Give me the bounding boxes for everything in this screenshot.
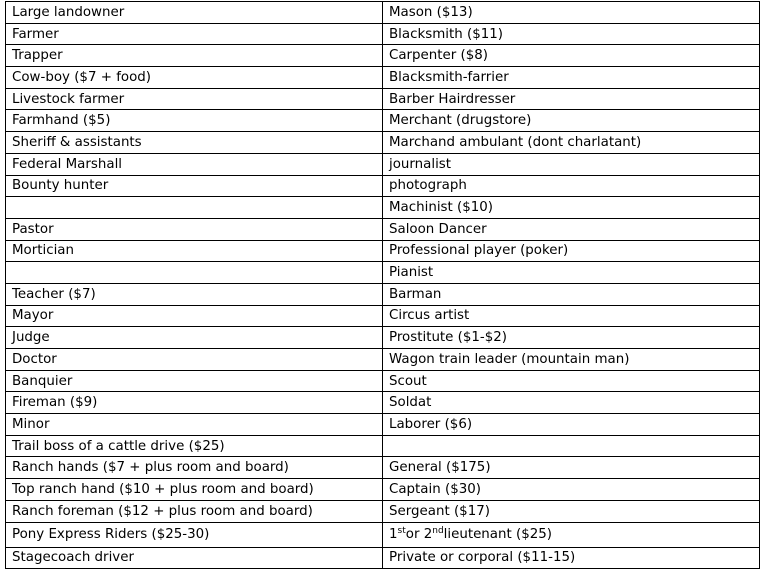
table-cell-left: Farmhand ($5)	[6, 110, 383, 132]
table-cell-right: Blacksmith ($11)	[383, 23, 760, 45]
table-cell-right: Prostitute ($1-$2)	[383, 327, 760, 349]
table-cell-right: Circus artist	[383, 305, 760, 327]
ordinal-suffix: st	[397, 526, 406, 536]
table-cell-left: Fireman ($9)	[6, 392, 383, 414]
table-row	[6, 153, 760, 175]
table-cell-left: Large landowner	[6, 2, 383, 24]
table-cell-right: Wagon train leader (mountain man)	[383, 349, 760, 371]
table-row	[6, 327, 760, 349]
table-row	[6, 392, 760, 414]
table-row	[6, 218, 760, 240]
table-cell-left: Judge	[6, 327, 383, 349]
table-row-lieutenant	[6, 522, 760, 547]
ordinal-suffix: nd	[432, 526, 444, 536]
table-cell-left: Stagecoach driver	[6, 547, 383, 569]
table-cell-right: General ($175)	[383, 457, 760, 479]
table-cell-left: Trapper	[6, 45, 383, 67]
table-cell-right: Private or corporal ($11-15)	[383, 547, 760, 569]
table-cell-left: Ranch foreman ($12 + plus room and board)	[6, 500, 383, 522]
table-cell-right: Scout	[383, 370, 760, 392]
table-cell-right: Sergeant ($17)	[383, 500, 760, 522]
table-cell-left: Ranch hands ($7 + plus room and board)	[6, 457, 383, 479]
table-row	[6, 132, 760, 154]
table-cell-right: Captain ($30)	[383, 479, 760, 501]
table-cell-left	[6, 197, 383, 219]
table-cell-left: Top ranch hand ($10 + plus room and board)	[6, 479, 383, 501]
table-row	[6, 457, 760, 479]
table-cell-left: Pastor	[6, 218, 383, 240]
table-cell-left: Federal Marshall	[6, 153, 383, 175]
table-cell-right: Barber Hairdresser	[383, 88, 760, 110]
table-cell-left: Mayor	[6, 305, 383, 327]
table-row	[6, 240, 760, 262]
table-row	[6, 110, 760, 132]
table-row	[6, 349, 760, 371]
table-cell-left: Pony Express Riders ($25-30)	[6, 522, 383, 547]
table-cell-left: Banquier	[6, 370, 383, 392]
table-cell-right: Professional player (poker)	[383, 240, 760, 262]
table-cell-left: Mortician	[6, 240, 383, 262]
table-row	[6, 500, 760, 522]
table-cell-left: Teacher ($7)	[6, 283, 383, 305]
table-cell-left: Minor	[6, 414, 383, 436]
table-cell-right: journalist	[383, 153, 760, 175]
table-cell-right: Barman	[383, 283, 760, 305]
table-row	[6, 45, 760, 67]
table-row	[6, 67, 760, 89]
table-cell-left: Trail boss of a cattle drive ($25)	[6, 435, 383, 457]
table-row	[6, 88, 760, 110]
table-row	[6, 414, 760, 436]
ordinal-number: 1	[389, 527, 398, 542]
table-row	[6, 479, 760, 501]
occupations-table-body	[6, 2, 760, 569]
table-cell-left: Sheriff & assistants	[6, 132, 383, 154]
table-row	[6, 262, 760, 284]
table-row	[6, 175, 760, 197]
table-cell-left: Livestock farmer	[6, 88, 383, 110]
table-cell-right: Carpenter ($8)	[383, 45, 760, 67]
table-row	[6, 305, 760, 327]
table-row	[6, 370, 760, 392]
table-cell-left: Cow-boy ($7 + food)	[6, 67, 383, 89]
table-cell-right: Laborer ($6)	[383, 414, 760, 436]
occupations-table	[5, 1, 760, 569]
table-cell-right: Soldat	[383, 392, 760, 414]
table-row	[6, 283, 760, 305]
table-row	[6, 435, 760, 457]
ordinal-text: or 2	[405, 527, 433, 542]
table-row	[6, 23, 760, 45]
table-cell-right-lieutenant	[383, 522, 760, 547]
table-cell-right: Saloon Dancer	[383, 218, 760, 240]
table-cell-right: Machinist ($10)	[383, 197, 760, 219]
table-row	[6, 547, 760, 569]
table-cell-left: Farmer	[6, 23, 383, 45]
rank-text: lieutenant ($25)	[443, 527, 553, 542]
table-row	[6, 197, 760, 219]
table-cell-left	[6, 262, 383, 284]
table-cell-left: Bounty hunter	[6, 175, 383, 197]
table-cell-right: Blacksmith-farrier	[383, 67, 760, 89]
table-row	[6, 2, 760, 24]
table-cell-right: Merchant (drugstore)	[383, 110, 760, 132]
table-cell-right: Marchand ambulant (dont charlatant)	[383, 132, 760, 154]
table-cell-right	[383, 435, 760, 457]
table-cell-left: Doctor	[6, 349, 383, 371]
table-cell-right: Mason ($13)	[383, 2, 760, 24]
table-cell-right: photograph	[383, 175, 760, 197]
table-cell-right: Pianist	[383, 262, 760, 284]
